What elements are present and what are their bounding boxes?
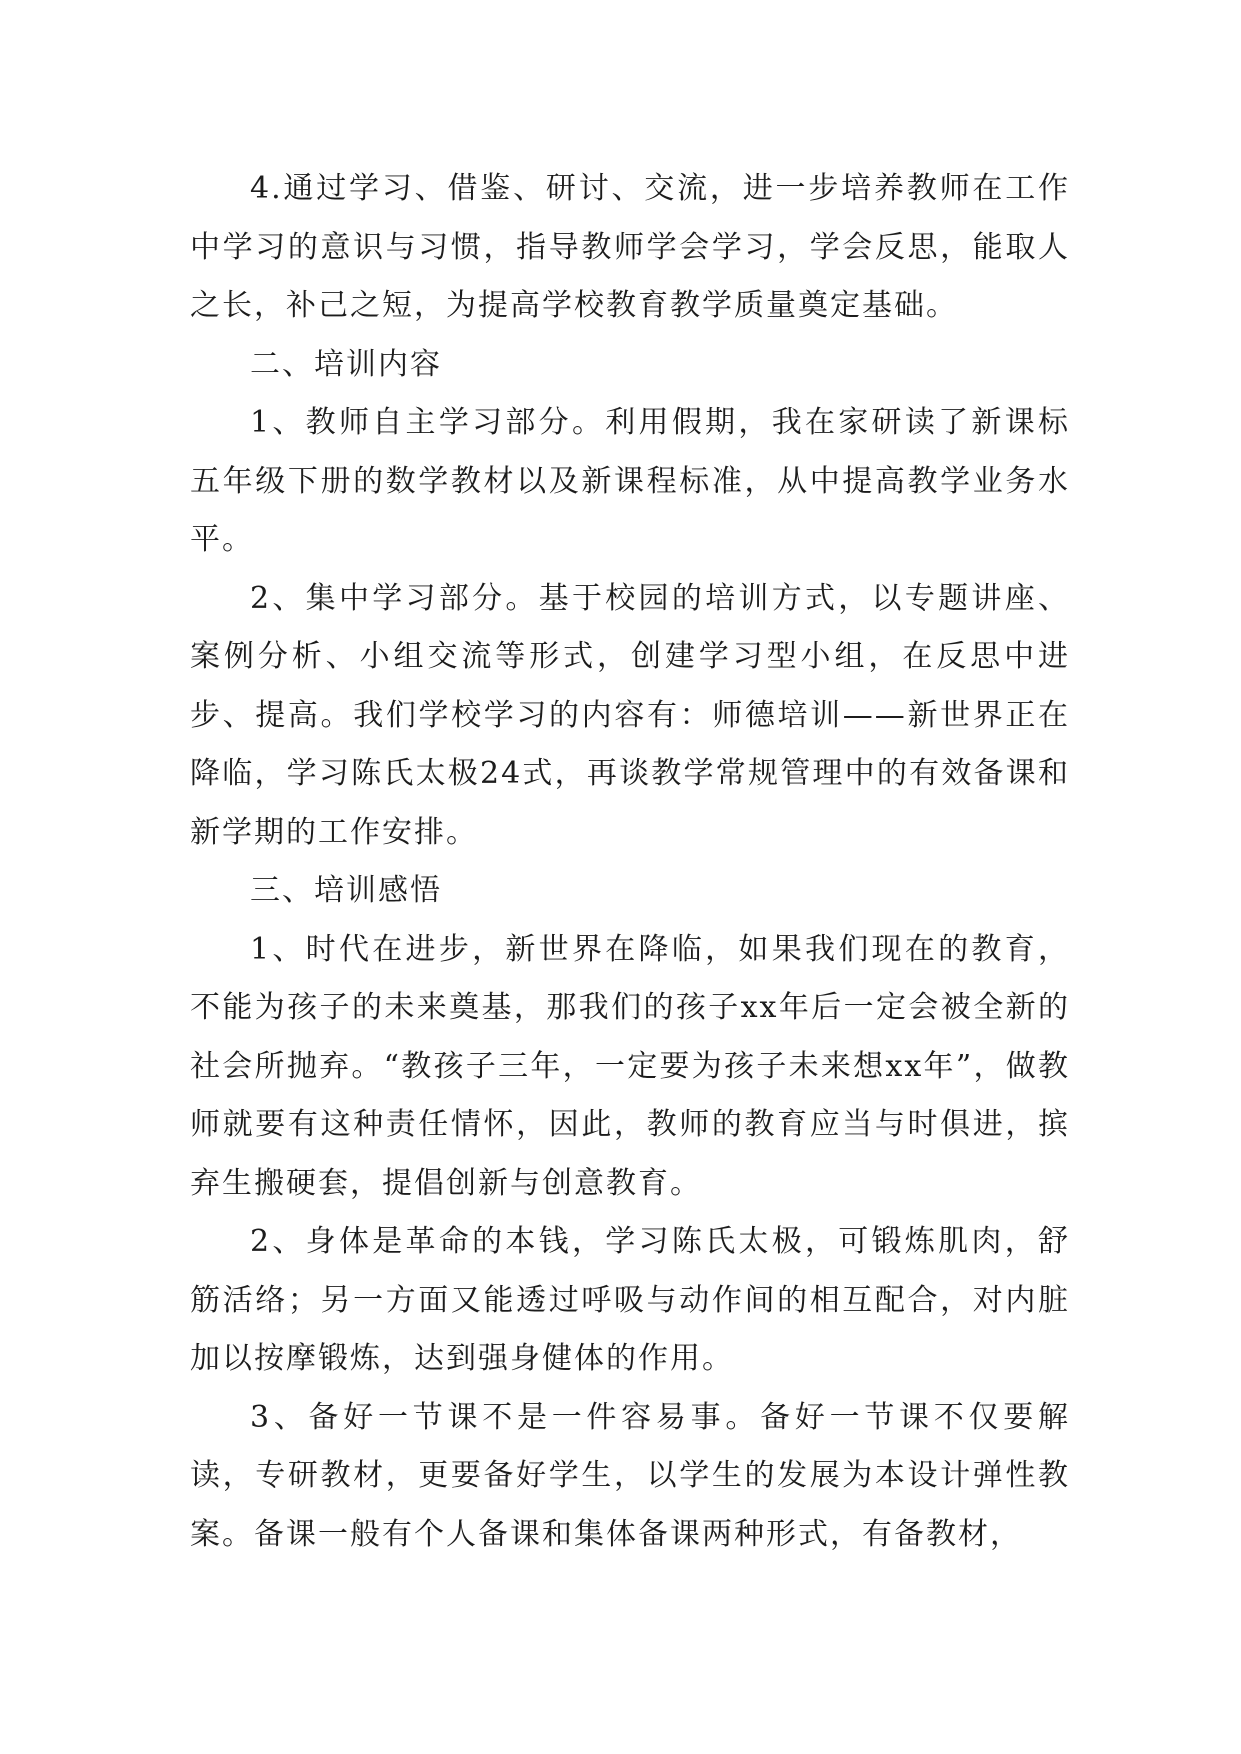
document-body: [190, 160, 1070, 1564]
paragraph-reflection-3: 3、备好一节课不是一件容易事。备好一节课不仅要解读，专研教材，更要备好学生，以学生的发展为本设计弹性教案。备课一般有个人备课和集体备课两种形式，有备教材，: [190, 1399, 1070, 1552]
paragraph-goal-4: 4.通过学习、借鉴、研讨、交流，进一步培养教师在工作中学习的意识与习惯，指导教师学会学习，学会反思，能取人之长，补己之短，为提高学校教育教学质量奠定基础。: [190, 171, 1070, 323]
section-heading-training-reflections: 三、培训感悟: [250, 873, 442, 908]
paragraph-self-study: 1、教师自主学习部分。利用假期，我在家研读了新课标五年级下册的数学教材以及新课程标准，从中提高教学业务水平。: [190, 405, 1070, 557]
section-heading-training-content: 二、培训内容: [250, 346, 442, 382]
paragraph-reflection-2: 2、身体是革命的本钱，学习陈氏太极，可锻炼肌肉，舒筋活络；另一方面又能透过呼吸与动作间的相互配合，对内脏加以按摩锻炼，达到强身健体的作用。: [190, 1224, 1070, 1376]
paragraph-group-study: 2、集中学习部分。基于校园的培训方式，以专题讲座、案例分析、小组交流等形式，创建学习型小组，在反思中进步、提高。我们学校学习的内容有：师德培训——新世界正在降临，学习陈氏太极24式，再谈教学常规管理中的有效备课和新学期的工作安排。: [190, 580, 1070, 850]
paragraph-reflection-1: 1、时代在进步，新世界在降临，如果我们现在的教育，不能为孩子的未来奠基，那我们的孩子xx年后一定会被全新的社会所抛弃。“教孩子三年，一定要为孩子未来想xx年”，做教师就要有这种责任情怀，因此，教师的教育应当与时俱进，摈弃生搬硬套，提倡创新与创意教育。: [190, 931, 1070, 1201]
